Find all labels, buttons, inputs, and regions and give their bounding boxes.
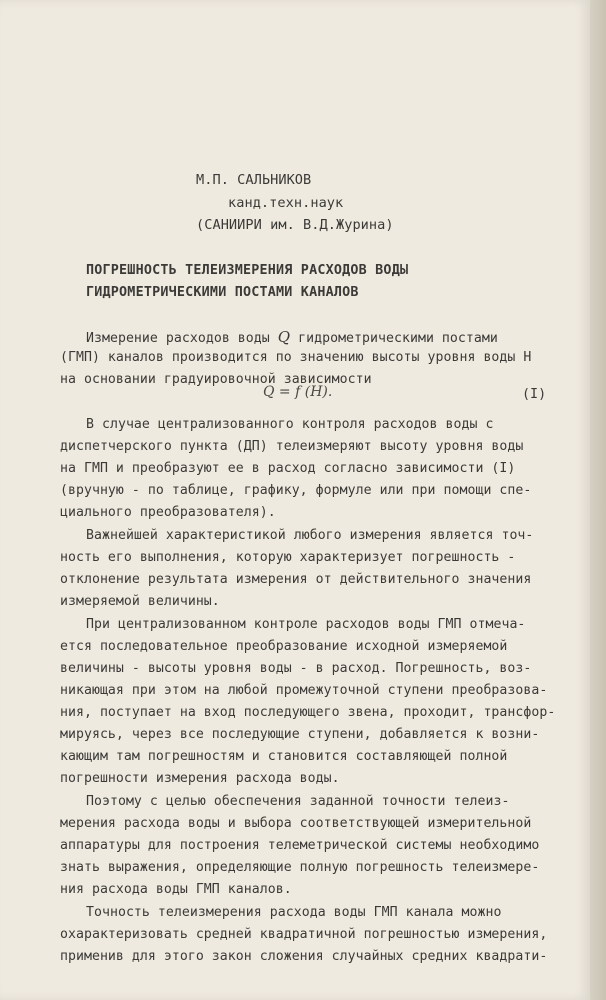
- paragraph-5-line-2: мерения расхода воды и выбора соответствующей измерительной: [60, 816, 532, 831]
- author-name: М.П. САЛЬНИКОВ: [196, 172, 312, 188]
- paragraph-5-line-3: аппаратуры для построения телеметрической системы необходимо: [60, 838, 540, 853]
- paragraph-6-line-2: охарактеризовать средней квадратичной погрешностью измерения,: [60, 927, 548, 942]
- equation-number: (I): [522, 387, 547, 402]
- paragraph-1-line-2: (ГМП) каналов производится по значению высоты уровня воды Н: [60, 350, 532, 365]
- article-title-line-2: ГИДРОМЕТРИЧЕСКИМИ ПОСТАМИ КАНАЛОВ: [86, 285, 359, 300]
- paragraph-2-line-1: В случае централизованного контроля расходов воды с: [86, 417, 494, 432]
- paragraph-3-line-2: ность его выполнения, которую характеризует погрешность -: [60, 550, 516, 565]
- text-span: гидрометрическими постами: [298, 331, 498, 346]
- author-degree: канд.техн.наук: [228, 195, 344, 211]
- paragraph-5-line-4: знать выражения, определяющие полную погрешность телеизмере-: [60, 860, 540, 875]
- paragraph-5-line-1: Поэтому с целью обеспечения заданной точности телеиз-: [86, 794, 510, 809]
- paragraph-6-line-1: Точность телеизмерения расхода воды ГМП канала можно: [86, 905, 502, 920]
- paragraph-2-line-2: диспетчерского пункта (ДП) телеизмеряют высоту уровня воды: [60, 439, 524, 454]
- text-span: Измерение расходов воды: [86, 331, 270, 346]
- paragraph-4-line-3: величины - высоты уровня воды - в расход. Погрешность, воз-: [60, 661, 532, 676]
- paragraph-5-line-5: ния расхода воды ГМП каналов.: [60, 882, 292, 897]
- paragraph-6-line-3: применив для этого закон сложения случайных средних квадрати-: [60, 949, 548, 964]
- q-symbol: Q: [277, 328, 291, 346]
- paragraph-4-line-1: При централизованном контроле расходов воды ГМП отмеча-: [86, 617, 526, 632]
- paragraph-4-line-4: никающая при этом на любой промежуточной ступени преобразова-: [60, 683, 548, 698]
- paragraph-1-line-3: на основании градуировочной зависимости: [60, 372, 372, 387]
- paragraph-1-line-1: [86, 328, 498, 346]
- formula-q-of-h: Q = f (H).: [263, 384, 333, 400]
- paragraph-2-line-5: циального преобразователя).: [60, 505, 276, 520]
- paragraph-3-line-4: измеряемой величины.: [60, 594, 220, 609]
- paragraph-2-line-4: (вручную - по таблице, графику, формуле или при помощи спе-: [60, 483, 532, 498]
- article-title-line-1: ПОГРЕШНОСТЬ ТЕЛЕИЗМЕРЕНИЯ РАСХОДОВ ВОДЫ: [86, 263, 409, 278]
- paragraph-3-line-3: отклонение результата измерения от действительного значения: [60, 572, 532, 587]
- paragraph-4-line-5: ния, поступает на вход последующего звена, проходит, трансфор-: [60, 705, 556, 720]
- paragraph-4-line-2: ется последовательное преобразование исходной измеряемой: [60, 639, 508, 654]
- author-affiliation: (САНИИРИ им. В.Д.Журина): [196, 217, 394, 233]
- paragraph-4-line-8: погрешности измерения расхода воды.: [60, 771, 340, 786]
- paragraph-2-line-3: на ГМП и преобразуют ее в расход согласно зависимости (I): [60, 461, 516, 476]
- paragraph-3-line-1: Важнейшей характеристикой любого измерения является точ-: [86, 528, 534, 543]
- page-edge-shadow: [590, 0, 606, 1000]
- paragraph-4-line-6: мируясь, через все последующие ступени, добавляется к возни-: [60, 727, 540, 742]
- paragraph-4-line-7: кающим там погрешностям и становится составляющей полной: [60, 749, 508, 764]
